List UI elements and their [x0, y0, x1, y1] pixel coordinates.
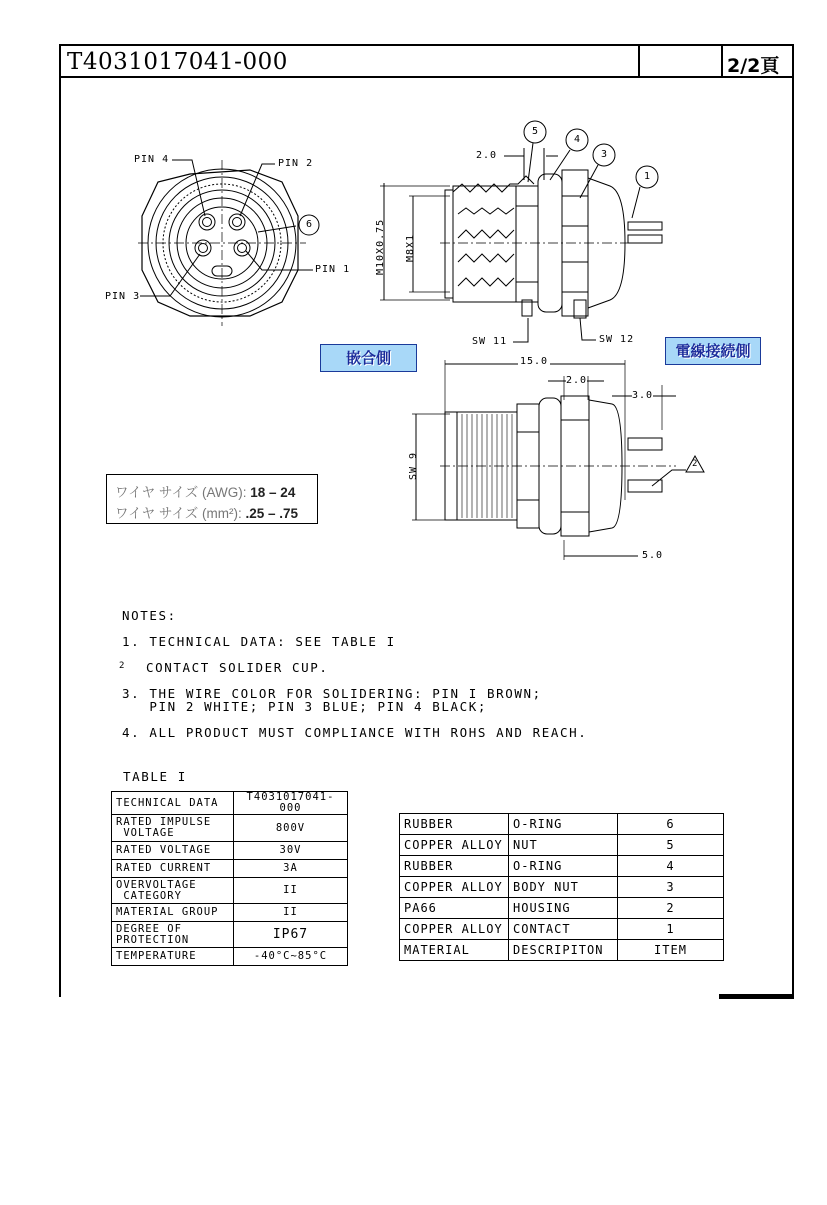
- wire-side-tag: 電線接続側: [665, 337, 761, 365]
- table-cell: II: [233, 878, 347, 904]
- table-row: [112, 842, 348, 860]
- table-cell: 2: [618, 898, 724, 919]
- table-row: [400, 940, 724, 961]
- note-4: 4. ALL PRODUCT MUST COMPLIANCE WITH ROHS AND REACH.: [122, 725, 588, 740]
- page-number: 2/2頁: [727, 55, 780, 77]
- balloon-6: 6: [306, 219, 314, 230]
- table-cell: DEGREE OF PROTECTION: [112, 922, 234, 948]
- notes-heading: NOTES:: [122, 608, 177, 623]
- table-cell: TECHNICAL DATA: [112, 792, 234, 815]
- table-row: [400, 898, 724, 919]
- table-row: [112, 922, 348, 948]
- label-pin4: PIN 4: [134, 154, 170, 165]
- table-cell: MATERIAL GROUP: [112, 904, 234, 922]
- note-2: CONTACT SOLIDER CUP.: [146, 660, 329, 675]
- bottom-view: [412, 360, 704, 560]
- dim-m10: M10X0.75: [375, 218, 386, 275]
- dim-2-0-bottom: 2.0: [566, 375, 588, 386]
- table-row: [400, 835, 724, 856]
- label-sw12: SW 12: [599, 334, 635, 345]
- table-cell: IP67: [233, 922, 347, 948]
- table-cell: PA66: [400, 898, 509, 919]
- note-3a: 3. THE WIRE COLOR FOR SOLIDERING: PIN I BROWN;: [122, 686, 542, 701]
- table-cell: ITEM: [618, 940, 724, 961]
- table-cell: COPPER ALLOY: [400, 877, 509, 898]
- dim-5-0: 5.0: [642, 550, 664, 561]
- table-cell: RATED VOLTAGE: [112, 842, 234, 860]
- table-cell: 5: [618, 835, 724, 856]
- balloon-5: 5: [532, 126, 540, 137]
- table-cell: RUBBER: [400, 856, 509, 877]
- label-sw9: SW 9: [408, 451, 419, 480]
- table-cell: NUT: [509, 835, 618, 856]
- table-row: [400, 856, 724, 877]
- table-cell: RATED IMPULSE VOLTAGE: [112, 815, 234, 842]
- table-cell: TEMPERATURE: [112, 948, 234, 966]
- technical-data-table: [111, 791, 348, 966]
- balloon-3: 3: [601, 149, 609, 160]
- table-cell: O-RING: [509, 856, 618, 877]
- table-row: [112, 792, 348, 815]
- note-1: 1. TECHNICAL DATA: SEE TABLE I: [122, 634, 396, 649]
- document-number: T4031017041-000: [67, 49, 288, 75]
- table-cell: O-RING: [509, 814, 618, 835]
- balloon-4: 4: [574, 134, 582, 145]
- side-view: [380, 121, 662, 342]
- table-row: [112, 860, 348, 878]
- dim-15-0: 15.0: [520, 356, 549, 367]
- mm2-label: ワイヤ サイズ (mm²):: [115, 506, 242, 521]
- table-cell: II: [233, 904, 347, 922]
- table-cell: HOUSING: [509, 898, 618, 919]
- table-row: [112, 904, 348, 922]
- table-cell: OVERVOLTAGE CATEGORY: [112, 878, 234, 904]
- table-cell: -40°C~85°C: [233, 948, 347, 966]
- table-row: [400, 877, 724, 898]
- table1-title: TABLE I: [123, 769, 187, 784]
- label-pin3: PIN 3: [105, 291, 141, 302]
- bill-of-materials-table: [399, 813, 724, 961]
- awg-value: 18 – 24: [250, 485, 296, 500]
- flag-2: 2: [692, 459, 699, 469]
- table-row: [400, 919, 724, 940]
- note-2-flag: 2: [119, 661, 127, 671]
- table-cell: COPPER ALLOY: [400, 919, 509, 940]
- note-3b: PIN 2 WHITE; PIN 3 BLUE; PIN 4 BLACK;: [122, 699, 488, 714]
- dim-m8: M8X1: [405, 233, 416, 262]
- table-row: [112, 878, 348, 904]
- table-cell: RATED CURRENT: [112, 860, 234, 878]
- table-cell: RUBBER: [400, 814, 509, 835]
- label-pin2: PIN 2: [278, 158, 314, 169]
- balloon-1: 1: [644, 171, 652, 182]
- table-row: [112, 948, 348, 966]
- table-cell: COPPER ALLOY: [400, 835, 509, 856]
- front-view: [138, 160, 319, 326]
- table-cell: BODY NUT: [509, 877, 618, 898]
- table-cell: DESCRIPITON: [509, 940, 618, 961]
- awg-label: ワイヤ サイズ (AWG):: [115, 485, 247, 500]
- table-cell: 6: [618, 814, 724, 835]
- dim-3-0: 3.0: [632, 390, 654, 401]
- dim-2-0-top: 2.0: [476, 150, 498, 161]
- label-pin1: PIN 1: [315, 264, 351, 275]
- page-corner-mark: [719, 994, 794, 999]
- table-cell: CONTACT: [509, 919, 618, 940]
- table-cell: T4031017041-000: [233, 792, 347, 815]
- mating-side-tag: 嵌合側: [320, 344, 417, 372]
- table-cell: 1: [618, 919, 724, 940]
- table-row: [112, 815, 348, 842]
- wire-size-box: [106, 474, 318, 524]
- table-cell: MATERIAL: [400, 940, 509, 961]
- table-cell: 800V: [233, 815, 347, 842]
- table-cell: 3A: [233, 860, 347, 878]
- table-cell: 30V: [233, 842, 347, 860]
- label-sw11: SW 11: [472, 336, 508, 347]
- table-row: [400, 814, 724, 835]
- table-cell: 4: [618, 856, 724, 877]
- table-cell: 3: [618, 877, 724, 898]
- mm2-value: .25 – .75: [245, 506, 299, 521]
